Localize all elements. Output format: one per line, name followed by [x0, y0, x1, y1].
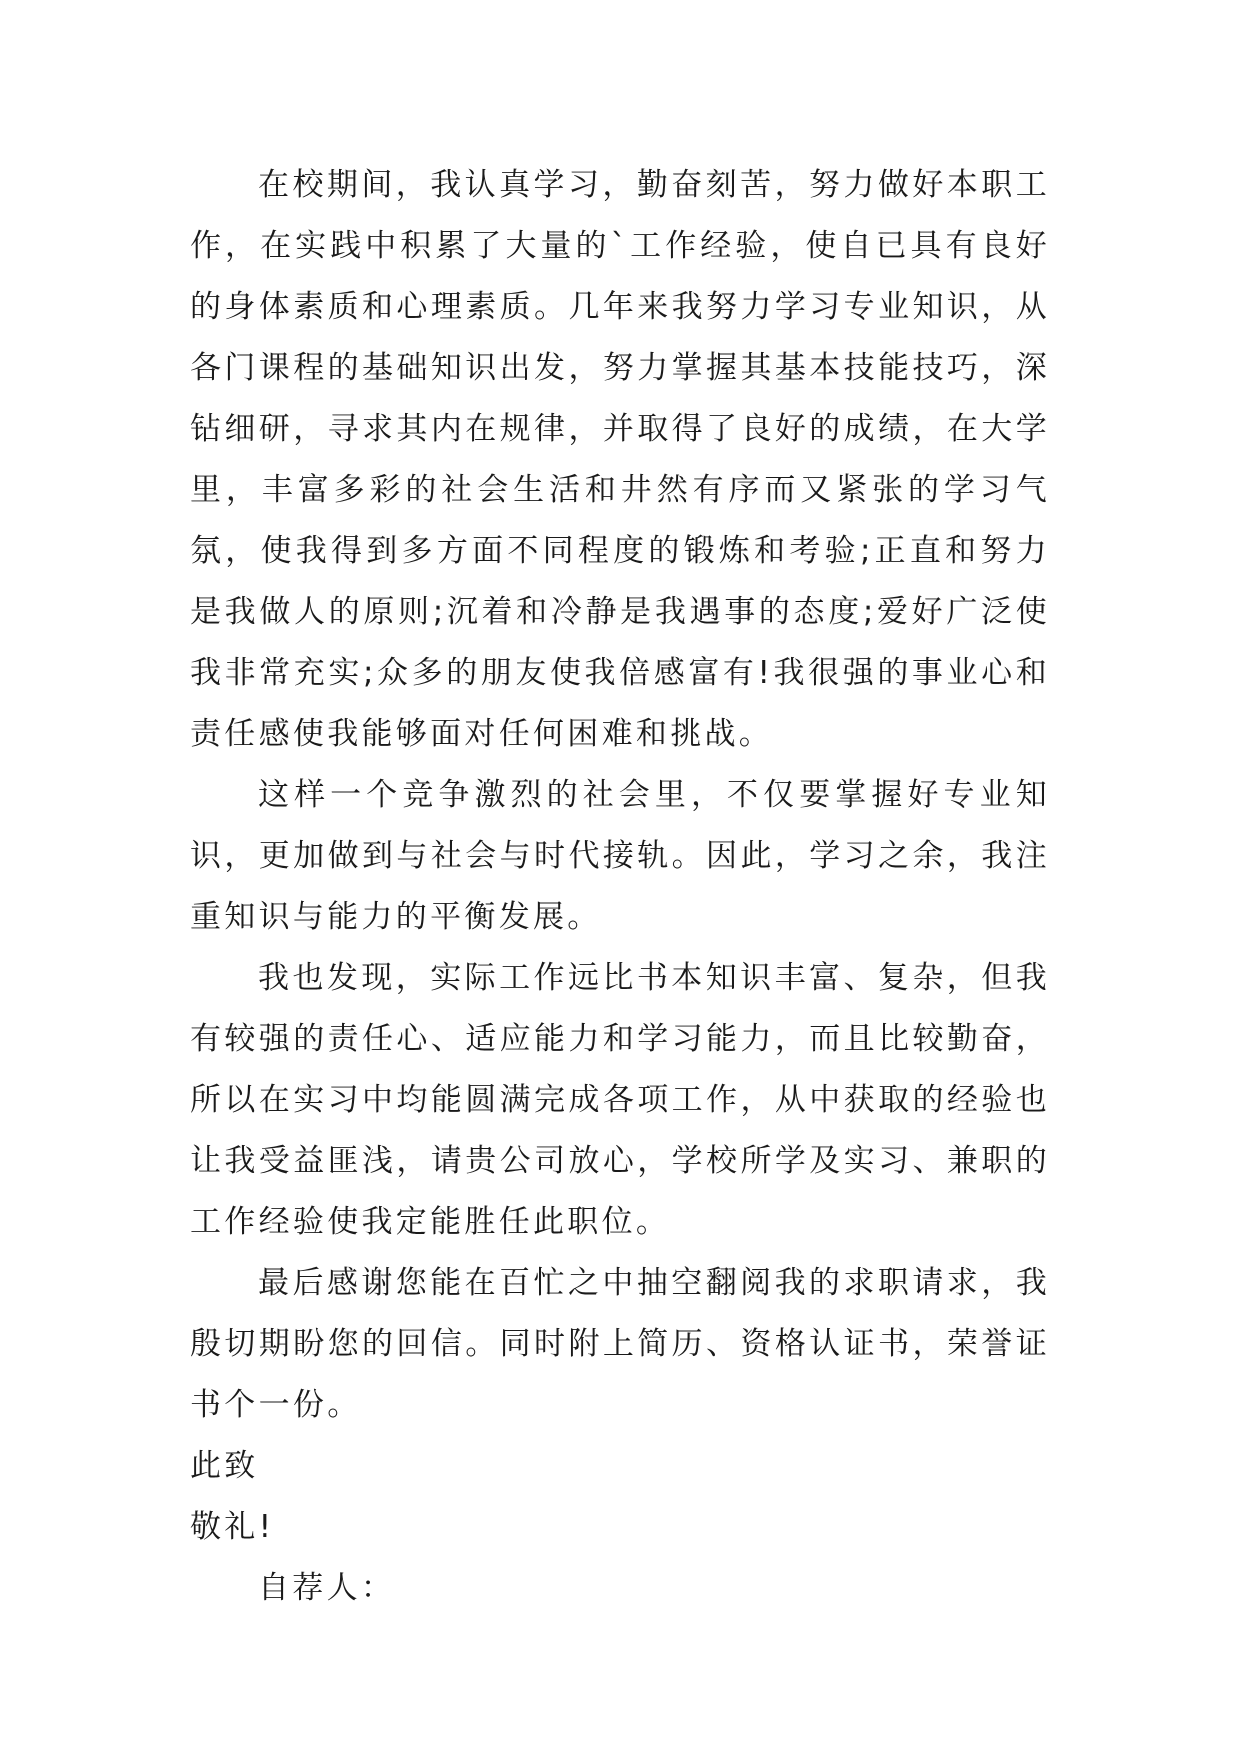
body-paragraph-4: 最后感谢您能在百忙之中抽空翻阅我的求职请求，我殷切期盼您的回信。同时附上简历、资格认证书，荣誉证书个一份。: [190, 1265, 1050, 1423]
letter-body: [190, 155, 1050, 1619]
signer-label: 自荐人：: [258, 1570, 396, 1606]
body-paragraph-3: 我也发现，实际工作远比书本知识丰富、复杂，但我有较强的责任心、适应能力和学习能力，而且比较勤奋，所以在实习中均能圆满完成各项工作，从中获取的经验也让我受益匪浅，请贵公司放心，学校所学及实习、兼职的工作经验使我定能胜任此职位。: [190, 960, 1050, 1240]
body-paragraph-1: 在校期间，我认真学习，勤奋刻苦，努力做好本职工作，在实践中积累了大量的`工作经验，使自已具有良好的身体素质和心理素质。几年来我努力学习专业知识，从各门课程的基础知识出发，努力掌握其基本技能技巧，深钻细研，寻求其内在规律，并取得了良好的成绩，在大学里，丰富多彩的社会生活和井然有序而又紧张的学习气氛，使我得到多方面不同程度的锻炼和考验;正直和努力是我做人的原则;沉着和冷静是我遇事的态度;爱好广泛使我非常充实;众多的朋友使我倍感富有!我很强的事业心和责任感使我能够面对任何困难和挑战。: [190, 167, 1050, 752]
closing-salutation: 此致: [190, 1448, 259, 1484]
closing-respects: 敬礼!: [190, 1509, 275, 1545]
body-paragraph-2: 这样一个竞争激烈的社会里，不仅要掌握好专业知识，更加做到与社会与时代接轨。因此，学习之余，我注重知识与能力的平衡发展。: [190, 777, 1050, 935]
